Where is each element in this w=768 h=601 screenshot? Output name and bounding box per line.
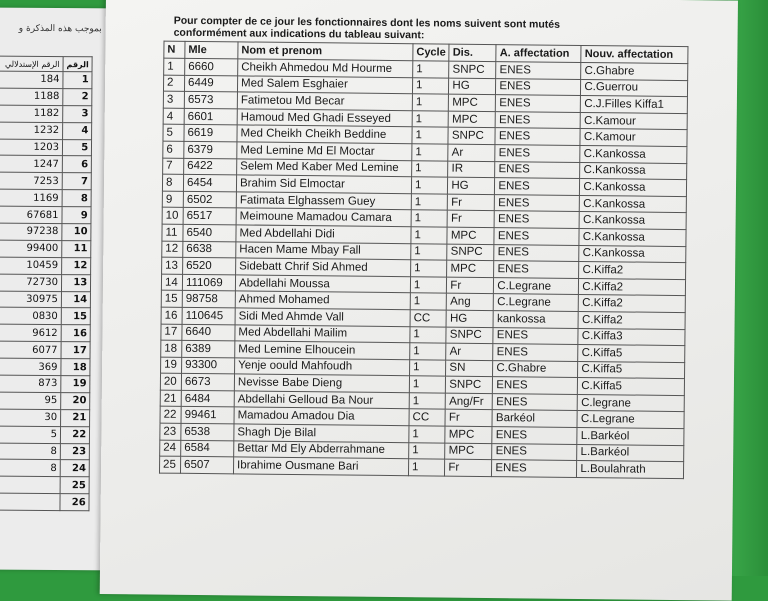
left-cell-value: 95 (0, 392, 61, 409)
cell-mle: 110645 (182, 307, 235, 324)
left-cell-value: 5 (0, 426, 61, 443)
cell-a-affectation: ENES (495, 178, 580, 195)
left-cell-value: 97238 (0, 223, 62, 240)
main-document-page (100, 0, 738, 601)
left-cell-value: 1182 (0, 105, 63, 122)
cell-n: 2 (163, 75, 184, 92)
cell-n: 4 (163, 108, 184, 125)
cell-name: Med Abdellahi Mailim (235, 324, 410, 342)
left-cell-value: 1203 (0, 139, 63, 156)
cell-nouv-affectation: C.Kiffa5 (578, 345, 685, 363)
cell-name: Meimoune Mamadou Camara (236, 208, 411, 226)
cell-dis: Fr (448, 194, 495, 211)
cell-cycle: 1 (408, 459, 445, 476)
left-cell-num: 9 (62, 207, 91, 224)
cell-name: Med Abdellahi Didi (236, 225, 411, 243)
left-cell-value: 30 (0, 409, 61, 426)
cell-dis: HG (446, 310, 493, 327)
cell-mle: 6540 (183, 224, 236, 241)
cell-nouv-affectation: C.J.Filles Kiffa1 (581, 96, 688, 114)
cell-mle: 6389 (182, 340, 235, 357)
cell-nouv-affectation: C.Kankossa (579, 212, 686, 230)
cell-dis: Fr (445, 410, 492, 427)
cell-n: 24 (160, 440, 181, 457)
cell-name: Selem Med Kaber Med Lemine (237, 158, 412, 176)
cell-dis: Ang (447, 293, 494, 310)
left-cell-value: 99400 (0, 240, 62, 257)
cell-nouv-affectation: C.Kiffa3 (578, 328, 685, 346)
left-table-row (0, 493, 89, 511)
left-cell-num: 8 (62, 190, 91, 207)
left-table-row (0, 240, 91, 258)
cell-mle: 93300 (182, 357, 235, 374)
left-cell-num: 18 (61, 359, 90, 376)
cell-nouv-affectation: C.Kiffa2 (579, 278, 686, 296)
left-cell-num: 23 (60, 443, 89, 460)
cell-mle: 6660 (185, 58, 238, 75)
cell-dis: MPC (447, 227, 494, 244)
cell-cycle: 1 (412, 77, 449, 94)
left-cell-value: 10459 (0, 257, 62, 274)
cell-a-affectation: C.Legrane (494, 277, 579, 294)
cell-name: Sidebatt Chrif Sid Ahmed (236, 258, 411, 276)
cell-cycle: 1 (413, 61, 450, 78)
left-table-row (0, 156, 92, 174)
cell-cycle: 1 (409, 442, 446, 459)
cell-a-affectation: ENES (495, 145, 580, 162)
cell-dis: MPC (445, 426, 492, 443)
cell-name: Nevisse Babe Dieng (234, 374, 409, 392)
cell-n: 22 (160, 407, 181, 424)
cell-n: 8 (162, 174, 183, 191)
cell-mle: 6517 (183, 208, 236, 225)
cell-a-affectation: ENES (493, 393, 578, 410)
cell-dis: SNPC (449, 61, 496, 78)
left-cell-value: 873 (0, 375, 61, 392)
cell-dis: Ang/Fr (446, 393, 493, 410)
left-cell-value (0, 493, 60, 510)
title-line-1: Pour compter de ce jour les fonctionnaires dont les noms suivent sont mutés (173, 14, 561, 31)
col-header-mle: Mle (185, 41, 238, 59)
cell-n: 6 (163, 141, 184, 158)
cell-name: Fatimata Elghassem Guey (236, 192, 411, 210)
left-table-row (0, 291, 91, 309)
cell-a-affectation: ENES (495, 111, 580, 128)
cell-a-affectation: kankossa (493, 310, 578, 327)
cell-name: Fatimetou Md Becar (237, 92, 412, 110)
cell-name: Bettar Md Ely Abderrahmane (234, 441, 409, 459)
left-cell-num: 20 (61, 392, 90, 409)
cell-mle: 99461 (181, 407, 234, 424)
col-header-a-affectation: A. affectation (496, 45, 581, 63)
left-table-row (0, 206, 91, 224)
cell-n: 9 (162, 191, 183, 208)
left-cell-value: 1169 (0, 189, 62, 206)
cell-cycle: CC (409, 409, 446, 426)
left-col-header-value: الرقم الإستدلالي (0, 56, 63, 71)
left-cell-num: 21 (61, 409, 90, 426)
cell-a-affectation: ENES (493, 377, 578, 394)
cell-n: 14 (161, 274, 182, 291)
left-cell-value: 8 (0, 443, 60, 460)
cell-a-affectation: ENES (493, 344, 578, 361)
left-cell-num: 1 (63, 72, 92, 89)
cell-dis: Ar (448, 144, 495, 161)
left-cell-value: 1188 (0, 88, 63, 105)
cell-dis: Fr (447, 277, 494, 294)
cell-a-affectation: ENES (495, 128, 580, 145)
left-table-row (0, 223, 91, 241)
left-table-row (0, 308, 91, 326)
cell-cycle: 1 (411, 260, 448, 277)
left-cell-value: 8 (0, 460, 60, 477)
left-cell-value: 67681 (0, 206, 62, 223)
cell-n: 15 (161, 290, 182, 307)
cell-nouv-affectation: C.Kankossa (579, 245, 686, 263)
cell-dis: SNPC (447, 244, 494, 261)
cell-nouv-affectation: C.Kankossa (579, 228, 686, 246)
cell-name: Shagh Dje Bilal (234, 424, 409, 442)
left-cell-num: 11 (62, 240, 91, 257)
cell-mle: 6379 (184, 141, 237, 158)
cell-a-affectation: ENES (492, 427, 577, 444)
cell-name: Med Cheikh Cheikh Beddine (237, 125, 412, 143)
cell-mle: 6454 (183, 174, 236, 191)
cell-mle: 111069 (182, 274, 235, 291)
cell-n: 5 (163, 124, 184, 141)
cell-cycle: 1 (412, 110, 449, 127)
col-header-name: Nom et prenom (238, 42, 413, 61)
col-header-dis: Dis. (449, 44, 496, 61)
cell-mle: 98758 (182, 291, 235, 308)
left-cell-num: 16 (61, 325, 90, 342)
cell-nouv-affectation: C.Kamour (580, 112, 687, 130)
left-page-header: بموجب هذه المذكرة و (18, 23, 102, 35)
cell-n: 11 (162, 224, 183, 241)
cell-nouv-affectation: C.Kiffa5 (578, 378, 685, 396)
cell-mle: 6573 (184, 92, 237, 109)
left-cell-num: 12 (62, 257, 91, 274)
transfer-table (159, 41, 689, 479)
cell-a-affectation: ENES (496, 62, 581, 79)
cell-a-affectation: ENES (495, 161, 580, 178)
cell-a-affectation: Barkéol (492, 410, 577, 427)
cell-n: 17 (161, 324, 182, 341)
left-document-page (0, 8, 114, 571)
col-header-cycle: Cycle (413, 44, 450, 61)
cell-nouv-affectation: C.Kiffa2 (578, 311, 685, 329)
cell-cycle: 1 (411, 193, 448, 210)
cell-nouv-affectation: C.Kankossa (580, 145, 687, 163)
cell-nouv-affectation: C.Kamour (580, 129, 687, 147)
cell-a-affectation: ENES (494, 261, 579, 278)
left-cell-num: 2 (63, 88, 92, 105)
left-table-row (0, 409, 90, 427)
cell-nouv-affectation: C.Kankossa (580, 162, 687, 180)
left-cell-num: 26 (60, 494, 89, 511)
left-cell-value (0, 476, 60, 493)
cell-name: Abdellahi Moussa (235, 275, 410, 293)
cell-a-affectation: ENES (495, 194, 580, 211)
cell-cycle: 1 (410, 359, 447, 376)
cell-cycle: 1 (410, 326, 447, 343)
cell-nouv-affectation: C.Kiffa5 (578, 361, 685, 379)
cell-cycle: CC (410, 310, 447, 327)
left-table-row (0, 358, 90, 376)
cell-name: Hacen Mame Mbay Fall (236, 241, 411, 259)
left-cell-num: 19 (61, 376, 90, 393)
cell-mle: 6673 (181, 374, 234, 391)
cell-mle: 6507 (180, 457, 233, 474)
cell-n: 7 (163, 158, 184, 175)
cell-mle: 6520 (183, 257, 236, 274)
cell-a-affectation: C.Ghabre (493, 360, 578, 377)
cell-dis: MPC (448, 111, 495, 128)
left-table-row (0, 105, 92, 123)
cell-a-affectation: ENES (492, 443, 577, 460)
cell-mle: 6584 (181, 440, 234, 457)
cell-name: Brahim Sid Elmoctar (236, 175, 411, 193)
cell-cycle: 1 (410, 276, 447, 293)
cell-n: 13 (162, 257, 183, 274)
left-table-row (0, 122, 92, 140)
cell-name: Ahmed Mohamed (235, 291, 410, 309)
cell-mle: 6638 (183, 241, 236, 258)
cell-mle: 6502 (183, 191, 236, 208)
cell-cycle: 1 (412, 94, 449, 111)
left-cell-num: 6 (62, 156, 91, 173)
cell-cycle: 1 (409, 393, 446, 410)
cell-name: Mamadou Amadou Dia (234, 407, 409, 425)
cell-cycle: 1 (412, 160, 449, 177)
cell-nouv-affectation: C.Kankossa (580, 179, 687, 197)
left-table-row (0, 88, 92, 106)
left-cell-num: 13 (61, 274, 90, 291)
cell-n: 23 (160, 423, 181, 440)
left-cell-num: 4 (63, 122, 92, 139)
cell-mle: 6422 (184, 158, 237, 175)
cell-n: 19 (161, 357, 182, 374)
cell-nouv-affectation: L.Barkéol (577, 428, 684, 446)
left-table-row (0, 460, 90, 478)
left-table-row (0, 189, 91, 207)
cell-nouv-affectation: L.Boulahrath (577, 461, 684, 479)
cell-nouv-affectation: C.Ghabre (581, 62, 688, 80)
left-table-row (0, 476, 89, 494)
cell-nouv-affectation: C.Legrane (577, 411, 684, 429)
left-table-row (0, 426, 90, 444)
left-cell-value: 7253 (0, 172, 62, 189)
left-table-row (0, 71, 92, 89)
cell-a-affectation: ENES (496, 78, 581, 95)
left-cell-value: 184 (0, 71, 63, 88)
left-table-row (0, 392, 90, 410)
cell-cycle: 1 (409, 376, 446, 393)
cell-nouv-affectation: L.Barkéol (577, 444, 684, 462)
left-cell-value: 1232 (0, 122, 63, 139)
cell-name: Ibrahime Ousmane Bari (233, 457, 408, 475)
cell-mle: 6538 (181, 423, 234, 440)
cell-dis: Fr (445, 459, 492, 476)
cell-dis: SNPC (446, 376, 493, 393)
cell-dis: SNPC (448, 127, 495, 144)
cell-nouv-affectation: C.Kiffa2 (579, 262, 686, 280)
left-table-row (0, 139, 92, 157)
cell-mle: 6449 (184, 75, 237, 92)
cell-nouv-affectation: C.Guerrou (581, 79, 688, 97)
cell-cycle: 1 (411, 243, 448, 260)
cell-cycle: 1 (411, 210, 448, 227)
cell-cycle: 1 (410, 343, 447, 360)
cell-mle: 6484 (181, 390, 234, 407)
left-cell-value: 369 (0, 358, 61, 375)
left-table-row (0, 274, 91, 292)
cell-n: 20 (160, 373, 181, 390)
cell-mle: 6640 (182, 324, 235, 341)
cell-a-affectation: ENES (496, 95, 581, 112)
cell-name: Cheikh Ahmedou Md Hourme (238, 59, 413, 77)
cell-mle: 6601 (184, 108, 237, 125)
left-table-row (0, 324, 90, 342)
left-cell-num: 7 (62, 173, 91, 190)
cell-dis: Ar (446, 343, 493, 360)
cell-cycle: 1 (410, 293, 447, 310)
cell-name: Abdellahi Gelloud Ba Nour (234, 391, 409, 409)
cell-a-affectation: ENES (494, 228, 579, 245)
cell-n: 10 (162, 207, 183, 224)
title-line-2: conformément aux indications du tableau suivant: (173, 26, 425, 42)
cell-nouv-affectation: C.Kankossa (580, 195, 687, 213)
cell-name: Med Lemine Md El Moctar (237, 142, 412, 160)
cell-dis: HG (449, 78, 496, 95)
left-table-header-row (0, 56, 92, 72)
col-header-n: N (164, 41, 185, 58)
cell-dis: SNPC (446, 327, 493, 344)
left-cell-value: 6077 (0, 341, 61, 358)
cell-cycle: 1 (412, 127, 449, 144)
left-cell-num: 24 (60, 460, 89, 477)
cell-a-affectation: C.Legrane (494, 294, 579, 311)
cell-cycle: 1 (409, 426, 446, 443)
cell-name: Sidi Med Ahmde Vall (235, 308, 410, 326)
cell-n: 16 (161, 307, 182, 324)
left-table-row (0, 257, 91, 275)
cell-nouv-affectation: C.legrane (578, 394, 685, 412)
left-table (0, 56, 93, 512)
cell-dis: MPC (449, 94, 496, 111)
left-cell-value: 30975 (0, 291, 61, 308)
left-cell-value: 0830 (0, 308, 61, 325)
left-cell-value: 9612 (0, 324, 61, 341)
cell-dis: SN (446, 360, 493, 377)
left-cell-value: 72730 (0, 274, 62, 291)
cell-cycle: 1 (411, 177, 448, 194)
cell-dis: Fr (447, 210, 494, 227)
cell-n: 12 (162, 241, 183, 258)
cell-a-affectation: ENES (494, 211, 579, 228)
cell-name: Hamoud Med Ghadi Esseyed (237, 109, 412, 127)
left-cell-num: 17 (61, 342, 90, 359)
left-cell-num: 25 (60, 477, 89, 494)
col-header-nouv-affectation: Nouv. affectation (581, 45, 688, 63)
cell-a-affectation: ENES (492, 460, 577, 477)
cell-dis: HG (448, 177, 495, 194)
left-cell-num: 3 (63, 105, 92, 122)
document-title (174, 15, 694, 44)
cell-name: Yenje oould Mahfoudh (235, 358, 410, 376)
left-col-header-num: الرقم (63, 57, 92, 72)
cell-name: Med Lemine Elhoucein (235, 341, 410, 359)
cell-n: 25 (159, 456, 180, 473)
left-cell-num: 14 (61, 291, 90, 308)
cell-cycle: 1 (412, 144, 449, 161)
left-cell-value: 1247 (0, 156, 62, 173)
cell-a-affectation: ENES (493, 327, 578, 344)
left-table-row (0, 443, 90, 461)
cell-mle: 6619 (184, 125, 237, 142)
cell-n: 3 (163, 91, 184, 108)
left-table-row (0, 341, 90, 359)
cell-cycle: 1 (411, 227, 448, 244)
cell-n: 1 (164, 58, 185, 75)
left-cell-num: 10 (62, 224, 91, 241)
left-table-row (0, 172, 92, 190)
cell-nouv-affectation: C.Kiffa2 (579, 295, 686, 313)
cell-dis: MPC (445, 443, 492, 460)
cell-a-affectation: ENES (494, 244, 579, 261)
left-cell-num: 22 (60, 426, 89, 443)
left-table-row (0, 375, 90, 393)
cell-n: 21 (160, 390, 181, 407)
left-cell-num: 15 (61, 308, 90, 325)
cell-dis: IR (448, 161, 495, 178)
left-cell-num: 5 (62, 139, 91, 156)
cell-name: Med Salem Esghaier (237, 75, 412, 93)
cell-n: 18 (161, 340, 182, 357)
cell-dis: MPC (447, 260, 494, 277)
